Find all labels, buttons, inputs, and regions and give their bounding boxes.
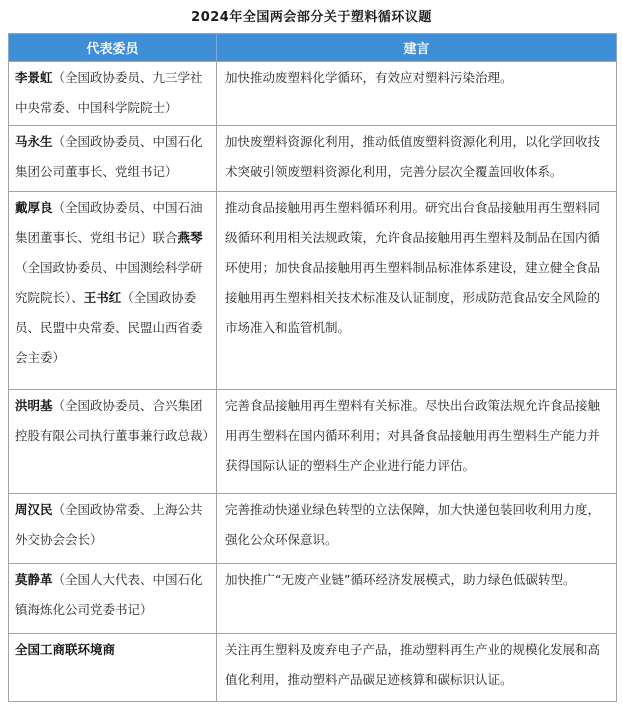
proposal-cell: 加快推广“无废产业链”循环经济发展模式，助力绿色低碳转型。 — [217, 564, 617, 634]
proposal-cell: 加快推动废塑料化学循环，有效应对塑料污染治理。 — [217, 62, 617, 126]
table-row — [9, 564, 617, 634]
representative-name-2: 燕琴 — [177, 230, 203, 245]
representative-name: 马永生 — [15, 134, 53, 149]
table-row — [9, 390, 617, 494]
representative-cell — [9, 634, 217, 702]
proposal-cell: 完善食品接触用再生塑料有关标准。尽快出台政策法规允许食品接触用再生塑料在国内循环利用；对具备食品接触用再生塑料生产能力并获得国际认证的塑料生产企业进行能力评估。 — [217, 390, 617, 494]
proposal-cell: 关注再生塑料及废弃电子产品，推动塑料再生产业的规模化发展和高值化利用，推动塑料产品碳足迹核算和碳标识认证。 — [217, 634, 617, 702]
representative-cell — [9, 126, 217, 192]
representative-name: 洪明基 — [15, 398, 53, 413]
representative-role: （全国政协委员、中国石化集团公司董事长、党组书记） — [15, 134, 203, 179]
representative-name: 莫静革 — [15, 572, 53, 587]
table-row — [9, 634, 617, 702]
representative-role-3: （全国政协委员、民盟中央常委、民盟山西省委会主委） — [15, 290, 203, 365]
table-row — [9, 62, 617, 126]
representative-cell — [9, 390, 217, 494]
representative-role: （全国人大代表、中国石化镇海炼化公司党委书记） — [15, 572, 203, 617]
table-row — [9, 494, 617, 564]
representative-role: （全国政协委员、九三学社中央常委、中国科学院院士） — [15, 70, 203, 115]
representative-name: 戴厚良 — [15, 200, 53, 215]
representative-name: 全国工商联环境商 — [15, 642, 116, 657]
header-proposal: 建言 — [217, 34, 617, 62]
representative-cell — [9, 494, 217, 564]
table-row — [9, 126, 617, 192]
representative-name: 周汉民 — [15, 502, 53, 517]
representative-role: （全国政协委员、合兴集团控股有限公司执行董事兼行政总裁） — [15, 398, 216, 443]
header-representative: 代表委员 — [9, 34, 217, 62]
proposal-cell: 加快废塑料资源化利用，推动低值废塑料资源化利用，以化学回收技术突破引领废塑料资源化利用，完善分层次全覆盖回收体系。 — [217, 126, 617, 192]
table-header-row — [9, 34, 617, 62]
page-title: 2024年全国两会部分关于塑料循环议题 — [191, 10, 432, 25]
representative-name: 李景虹 — [15, 70, 53, 85]
representative-role: （全国政协委员、中国石油集团董事长、党组书记）联合 — [15, 200, 203, 245]
representative-cell — [9, 192, 217, 390]
table-row — [9, 192, 617, 390]
proposal-table — [8, 33, 617, 702]
representative-role-2: （全国政协委员、中国测绘科学研究院院长）、 — [15, 260, 203, 305]
representative-cell — [9, 564, 217, 634]
representative-name-3: 王书红 — [83, 290, 122, 305]
representative-role: （全国政协常委、上海公共外交协会会长） — [15, 502, 203, 547]
proposal-cell: 完善推动快递业绿色转型的立法保障，加大快递包装回收利用力度，强化公众环保意识。 — [217, 494, 617, 564]
proposal-cell: 推动食品接触用再生塑料循环利用。研究出台食品接触用再生塑料同级循环利用相关法规政策，允许食品接触用再生塑料及制品在国内循环使用；加快食品接触用再生塑料制品标准体系建设，建立健全食品接触用再生塑料相关技术标准及认证制度，形成防范食品安全风险的市场准入和监管机制。 — [217, 192, 617, 390]
representative-cell — [9, 62, 217, 126]
